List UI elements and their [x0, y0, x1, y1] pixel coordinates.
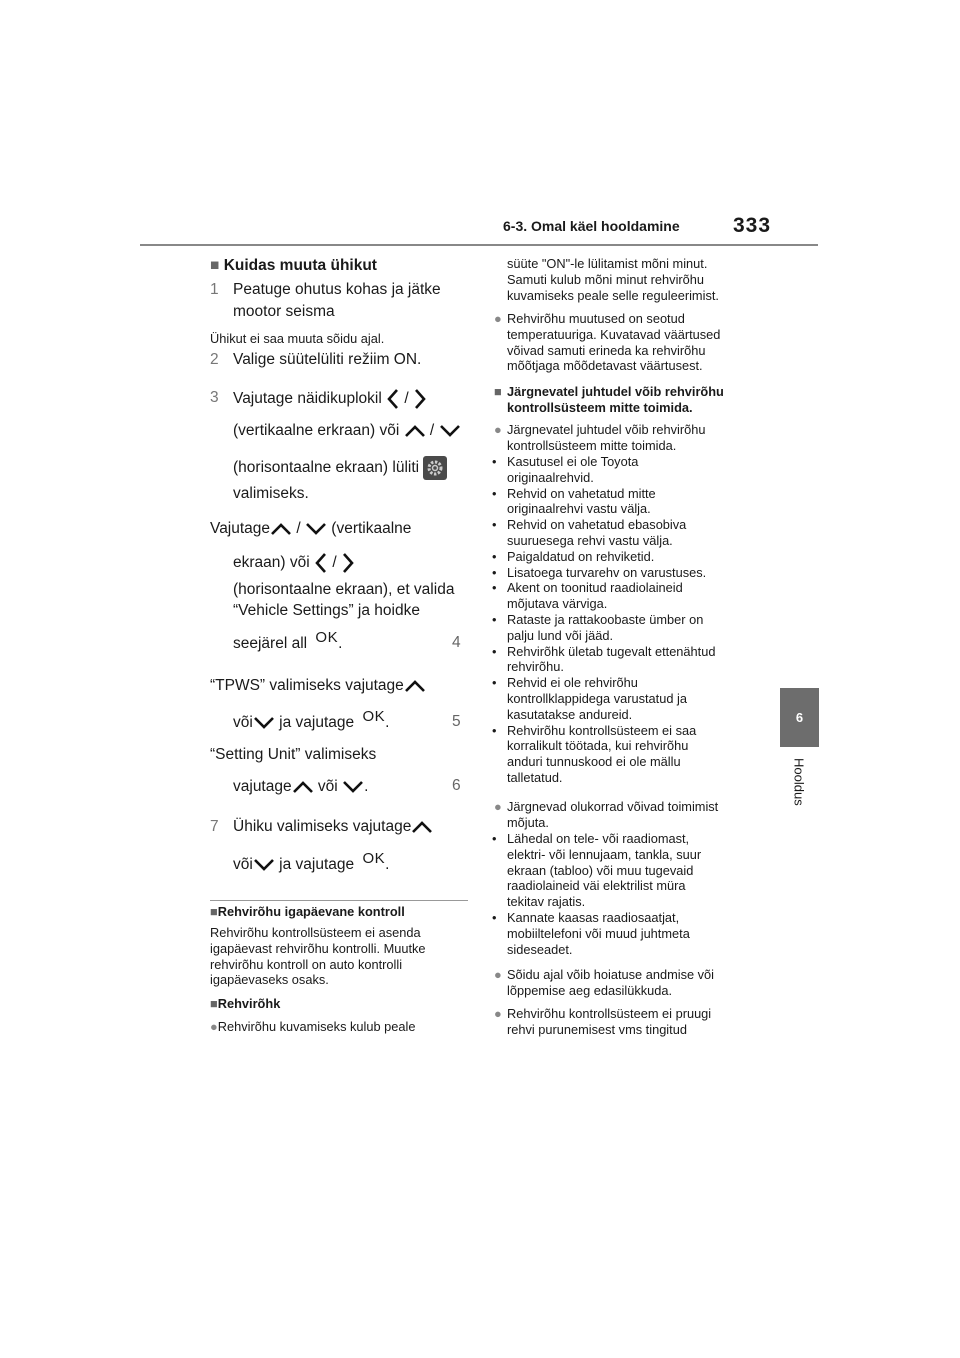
list-item: • Paigaldatud on rehviketid. — [490, 549, 760, 565]
step-1: 1 — [210, 281, 219, 298]
step-2-text: Valige süütelüliti režiim ON. — [233, 351, 422, 368]
step-5-line-1: “TPWS” valimiseks vajutage — [210, 676, 426, 696]
step-6-num: 6 — [452, 777, 461, 794]
list-item: • Rehvirõhk ületab tugevalt ettenähtud rehvirõhu. — [490, 644, 760, 676]
note-while-driving: Ühikut ei saa muuta sõidu ajal. — [210, 331, 385, 346]
section-title: 6-3. Omal käel hooldamine — [503, 218, 680, 234]
round-bullet-icon: ● — [494, 967, 502, 982]
bullet-warning-timing: ● Sõidu ajal võib hoiatuse andmise või lõppemise aeg edasilükkuda. — [494, 967, 715, 998]
step-4-line-1: Vajutage / (vertikaalne — [210, 520, 412, 537]
step-1-line-1: Peatuge ohutus kohas ja jätke — [233, 281, 441, 298]
step-4-line-5: seejärel all OK. — [233, 629, 343, 652]
step-4-num: 4 — [452, 634, 461, 651]
list-item: • Lisatoega turvarehv on varustuses. — [490, 565, 760, 581]
step-3-line-4: valimiseks. — [233, 485, 309, 502]
square-bullet-icon: ■ — [210, 996, 218, 1011]
chevron-left-icon — [386, 388, 400, 410]
square-bullet-icon: ■ — [210, 257, 220, 274]
step-3-line-2: (vertikaalne erkraan) või / — [233, 421, 461, 441]
step-4-line-2: ekraan) või / — [233, 552, 355, 574]
chevron-down-icon — [342, 780, 364, 794]
list-item: • Rehvirõhu kontrollsüsteem ei saa korralikult töötada, kui rehvirõhu anduri tunnuskood ei ole mällu talletatud. — [490, 723, 760, 786]
list-item: • Lähedal on tele- või raadiomast, elektri- või lennujaam, tankla, suur ekraan (tabloo) või muu tugevaid raadiolaineid väi elektrilist müra tekitav rajatis. — [490, 831, 760, 910]
chevron-left-icon — [314, 552, 328, 574]
round-bullet-icon: ● — [494, 422, 502, 437]
chevron-right-icon — [341, 552, 355, 574]
step-5-num: 5 — [452, 713, 461, 730]
bullet-may-not-work: ● Järgnevatel juhtudel võib rehvirõhu kontrollsüsteem mitte toimida. — [494, 422, 706, 453]
heading-may-not-work: ■ Järgnevatel juhtudel võib rehvirõhu kontrollsüsteem mitte toimida. — [494, 384, 724, 415]
step-1-line-2: mootor seisma — [233, 303, 335, 320]
list-item: • Kannate kaasas raadiosaatjat, mobiiltelefoni või muud juhtmeta sideseadet. — [490, 910, 760, 957]
gear-icon — [423, 456, 447, 480]
list-item: • Rehvid on vahetatud ebasobiva suuruesega rehvi vastu välja. — [490, 517, 760, 549]
ok-button-icon: OK — [362, 850, 386, 867]
chevron-down-icon — [253, 716, 275, 730]
header-rule — [140, 244, 818, 246]
chapter-tab: 6 — [780, 688, 819, 747]
step-7-line-1: Ühiku valimiseks vajutage — [233, 817, 433, 837]
bullet-tire-damage: ● Rehvirõhu kontrollsüsteem ei pruugi rehvi purunemisest vms tingitud — [494, 1006, 712, 1037]
chevron-down-icon — [305, 522, 327, 536]
square-bullet-icon: ■ — [494, 384, 502, 399]
step-6-line-1: “Setting Unit” valimiseks — [210, 746, 377, 763]
list-item: • Akent on toonitud raadiolaineid mõjutava värviga. — [490, 580, 760, 612]
bullet-temperature: ● Rehvirõhu muutused on seotud temperatuuriga. Kuvatavad väärtused võivad samuti erineda ka rehvirõhu mõõtjaga mõõdetavast väärtusest. — [494, 311, 721, 374]
round-bullet-icon: ● — [494, 311, 502, 326]
round-bullet-icon: ● — [494, 799, 502, 814]
ok-button-icon: OK — [362, 708, 386, 725]
list-item: • Rehvid on vahetatud mitte originaalrehvi vastu välja. — [490, 486, 760, 518]
step-6-line-2: vajutage või . — [233, 778, 369, 795]
step-3-line-1: Vajutage näidikuplokil / — [233, 388, 427, 410]
step-4-line-4: “Vehicle Settings” ja hoidke — [233, 602, 420, 619]
list-item: • Rehvid ei ole rehvirõhu kontrollklappidega varustatud ja kasutatakse andureid. — [490, 675, 760, 722]
bullet-situations: ● Järgnevad olukorrad võivad toimimist mõjuta. — [494, 799, 719, 830]
chevron-right-icon — [413, 388, 427, 410]
square-bullet-icon: ■ — [210, 904, 218, 919]
step-4-line-3: (horisontaalne ekraan), et valida — [233, 581, 455, 598]
ok-button-icon: OK — [315, 629, 339, 646]
conditions-list — [490, 454, 760, 786]
chevron-down-icon — [253, 858, 275, 872]
section-heading: ■ Kuidas muuta ühikut — [210, 257, 377, 274]
chevron-up-icon — [292, 780, 314, 794]
subsection-heading-tire-pressure: ■Rehvirõhk — [210, 996, 281, 1011]
chevron-up-icon — [404, 679, 426, 693]
section-divider — [210, 900, 468, 901]
page-number: 333 — [733, 214, 772, 237]
chapter-tab-label: Hooldus — [791, 758, 807, 806]
step-2-num: 2 — [210, 351, 219, 368]
chevron-up-icon — [411, 820, 433, 834]
subsection-heading-daily-check: ■Rehvirõhu igapäevane kontroll — [210, 904, 405, 919]
round-bullet-icon: ● — [494, 1006, 502, 1021]
continued-paragraph: süüte "ON"-le lülitamist mõni minut. Samuti kulub mõni minut rehvirõhu kuvamiseks peale selle reguleerimist. — [507, 256, 719, 303]
chevron-up-icon — [270, 522, 292, 536]
tire-pressure-bullet: ●Rehvirõhu kuvamiseks kulub peale — [210, 1019, 416, 1034]
step-5-line-2: või ja vajutage OK. — [233, 708, 390, 731]
step-3-line-3: (horisontaalne ekraan) lüliti — [233, 456, 447, 480]
chevron-up-icon — [404, 424, 426, 438]
list-item: • Kasutusel ei ole Toyota originaalrehvid. — [490, 454, 760, 486]
step-7-line-2: või ja vajutage OK. — [233, 850, 390, 873]
round-bullet-icon: ● — [210, 1019, 218, 1034]
list-item: • Rataste ja rattakoobaste ümber on palju lund või jääd. — [490, 612, 760, 644]
situations-list — [490, 831, 760, 957]
chevron-down-icon — [439, 424, 461, 438]
step-3-num: 3 — [210, 389, 219, 406]
step-7-num: 7 — [210, 818, 219, 835]
daily-check-paragraph: Rehvirõhu kontrollsüsteem ei asenda igapäevast rehvirõhu kontrolli. Muutke rehvirõhu kontroll on auto kontrolli igapäevaseks osaks. — [210, 925, 426, 988]
